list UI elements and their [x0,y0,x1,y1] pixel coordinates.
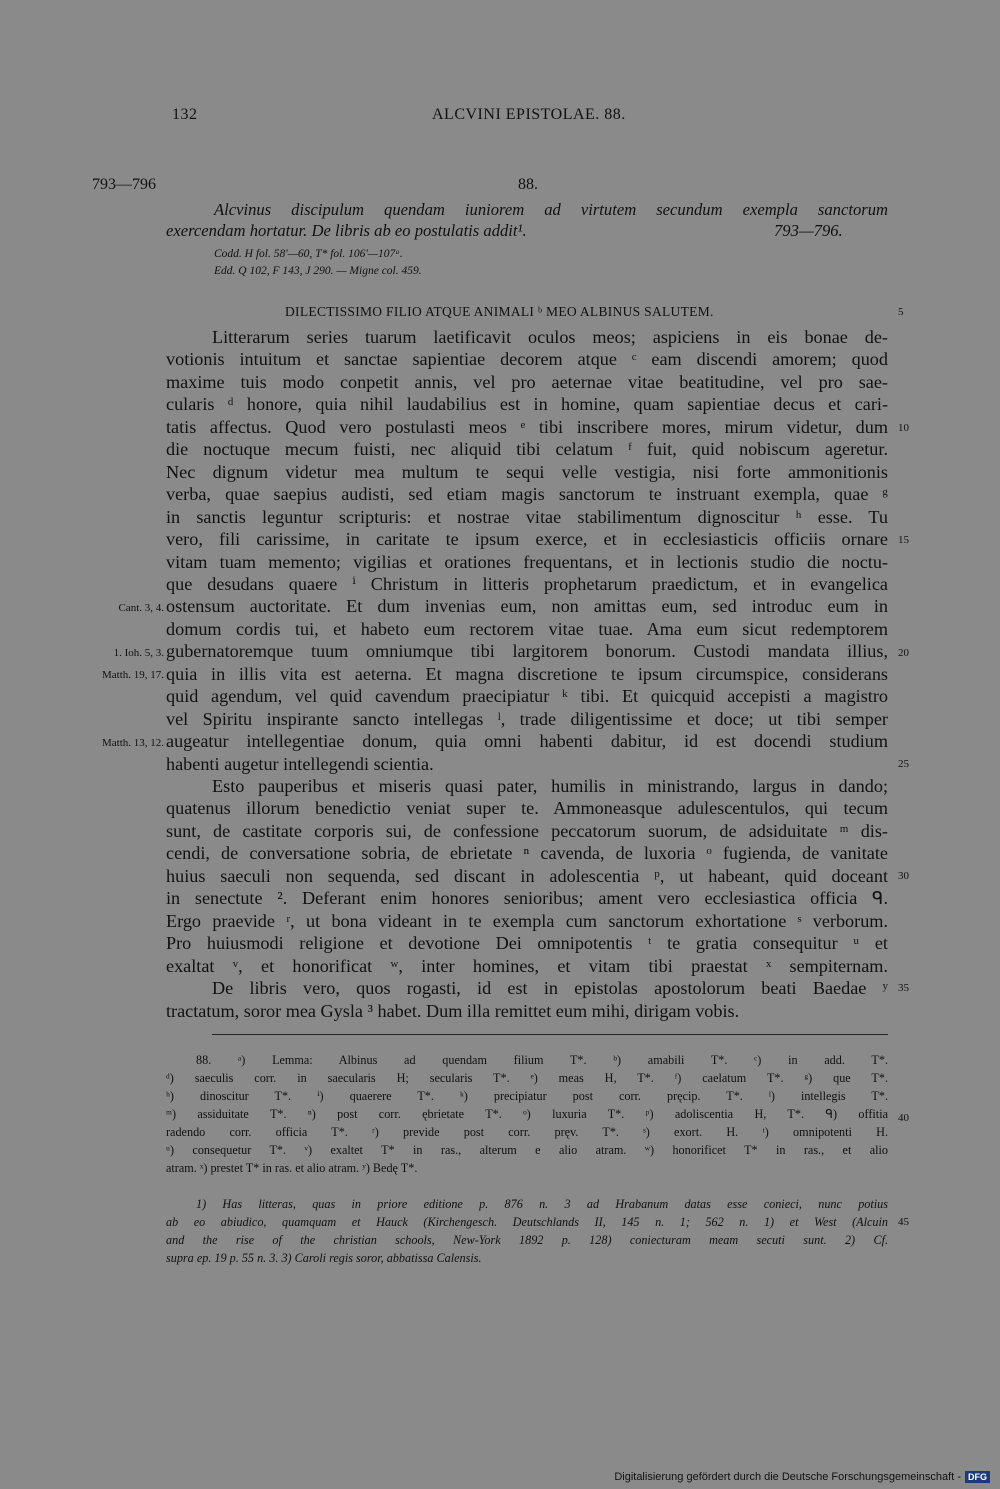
line-number: 30 [898,870,909,882]
line-number: 15 [898,534,909,546]
text-line: tractatum, soror mea Gysla ³ habet. Dum illa remittet eum mihi, dirigam vobis. [166,1001,740,1021]
apparatus-line: 88. ᵃ) Lemma: Albinus ad quendam filium T*. ᵇ) amabili T*. ᶜ) in add. T*. [196,1053,888,1067]
footnote-line: 1) Has litteras, quas in priore editione p. 876 n. 3 ad Hrabanum datas esse conieci, nunc potius [196,1197,888,1211]
text-line: votionis intuitum et sanctae sapientiae decorem atque ᶜ eam discendi amorem; quod [166,349,888,369]
line-number: 5 [898,306,904,318]
text-line: maxime tuis modo conpetit annis, vel pro aeternae vitae beatitudine, vel pro sae- [166,372,888,392]
text-line: que desudans quaere ⁱ Christum in litteris prophetarum praedictum, et in evangelica [166,574,888,594]
dfg-logo: DFG [965,1471,990,1483]
text-line: huius saeculi non sequenda, sed discant in adolescentia ᵖ, ut habeant, quid doceant [166,866,888,886]
text-line: exaltat ᵛ, et honorificat ʷ, inter homines, et vitam tibi praestat ˣ sempiternam. [166,956,888,976]
letter-number: 88. [518,176,538,193]
text-line: quia in illis vita est aeterna. Et magna discretione te ipsum circumspice, considerans [166,664,888,684]
text-line: Ergo praevide ʳ, ut bona videant in te exempla cum sanctorum exhortatione ˢ verborum. [166,911,888,931]
text-line: habenti augetur intellegendi scientia. [166,754,434,774]
text-line: domum cordis tui, et habeto eum rectorem vitae tuae. Ama eum sicut redemptorem [166,619,888,639]
line-number: 40 [898,1112,909,1124]
text-line: Esto pauperibus et miseris quasi pater, humilis in ministrando, largus in dando; [212,776,888,796]
footnote-line: and the rise of the christian schools, New-York 1892 p. 128) coniecturam meam secuti sunt. 2) Cf. [166,1233,888,1247]
text-line: quatenus illorum benedictio veniat super te. Ammoneasque adulescentulos, qui tecum [166,798,888,818]
line-number: 20 [898,647,909,659]
apparatus-line: atram. ˣ) prestet T* in ras. et alio atram. ʸ) Bedę T*. [166,1161,418,1175]
text-line: verba, quae saepius audisti, sed etiam magis sanctorum te instruant exempla, quae ᵍ [166,484,888,504]
text-line: gubernatoremque tuum omniumque tibi largitorem bonorum. Custodi mandata illius, [166,641,888,661]
summary-date: 793—796. [774,221,843,240]
line-number: 10 [898,422,909,434]
margin-reference: 1. Ioh. 5, 3. [113,647,164,659]
text-line: vel Spiritu inspirante sancto intellegas ˡ, trade diligentissime et doce; ut tibi semper [166,709,888,729]
text-line: Nec dignum videtur mea multum te sequi velle vestigia, nisi forte ammonitionis [166,462,888,482]
running-title: ALCVINI EPISTOLAE. 88. [432,106,626,123]
text-line: vero, fili carissime, in caritate te ipsum exerce, et in ecclesiasticis officiis ornare [166,529,888,549]
codices: Codd. H fol. 58'—60, T* fol. 106'—107ᵃ. [214,248,403,260]
line-number: 35 [898,982,909,994]
apparatus-line: ʰ) dinoscitur T*. ⁱ) quaerere T*. ᵏ) precipiatur post corr. pręcip. T*. ˡ) intellegis T*. [166,1089,888,1103]
line-number: 25 [898,758,909,770]
summary-line-1: Alcvinus discipulum quendam iuniorem ad virtutem secundum exempla sanctorum [214,200,888,219]
salutation: DILECTISSIMO FILIO ATQUE ANIMALI ᵇ MEO ALBINUS SALUTEM. [285,304,714,319]
apparatus-line: ᵈ) saeculis corr. in saecularis H; secularis T*. ᵉ) meas H, T*. ᶠ) caelatum T*. ᵍ) que T*. [166,1071,888,1085]
text-line: augeatur intellegentiae donum, quia omni habenti dabitur, id est docendi studium [166,731,888,751]
text-line: Pro huiusmodi religione et devotione Dei omnipotentis ᵗ te gratia consequitur ᵘ et [166,933,888,953]
letter-date-left: 793—796 [92,176,156,193]
apparatus-line: radendo corr. officia T*. ʳ) previde post corr. pręv. T*. ˢ) exort. H. ᵗ) omnipotenti H. [166,1125,888,1139]
text-line: quid agendum, vel quid cavendum praecipiatur ᵏ tibi. Et quicquid accepisti a magistro [166,686,888,706]
text-line: in senectute ². Deferant enim honores senioribus; ament vero ecclesiastica officia ᑫ. [166,888,888,908]
line-number: 45 [898,1216,909,1228]
text-line: sunt, de castitate corporis sui, de confessione peccatorum suorum, de adsiduitate ᵐ dis- [166,821,888,841]
page-number: 132 [172,106,198,123]
text-line: cularis ᵈ honore, quia nihil laudabilius est in homine, quam sapientiae decus et cari- [166,394,888,414]
text-line: De libris vero, quos rogasti, id est in epistolas apostolorum beati Baedae ʸ [212,978,888,998]
text-line: cendi, de conversatione sobria, de ebrietate ⁿ cavenda, de luxoria ᵒ fugienda, de vanitate [166,843,888,863]
text-line: ostensum auctoritate. Et dum invenias eum, non amittas eum, sed introduc eum in [166,596,888,616]
text-line: tatis affectus. Quod vero postulasti meos ᵉ tibi inscribere mores, mirum videtur, dum [166,417,888,437]
footnote-rule [212,1034,888,1035]
margin-reference: Matth. 19, 17. [101,669,164,681]
apparatus-line: ᵐ) assiduitate T*. ⁿ) post corr. ębrietate T*. ᵒ) luxuria T*. ᵖ) adoliscentia H, T*. ᑫ) offitia [166,1107,888,1121]
margin-reference: Cant. 3, 4. [118,602,164,614]
summary-line-2: exercendam hortatur. De libris ab eo postulatis addit¹. [166,221,527,240]
footnote-line: ab eo abiudico, quamquam et Hauck (Kirchengesch. Deutschlands II, 145 n. 1; 562 n. 1) et West (Alcuin [166,1215,888,1229]
text-line: Litterarum series tuarum laetificavit oculos meos; aspiciens in eis bonae de- [212,327,888,347]
text-line: in sanctis leguntur scripturis: et nostrae vitae stabilimentum dignoscitur ʰ esse. Tu [166,507,888,527]
footer [614,1471,990,1483]
text-line: die noctuque mecum fuisti, nec aliquid tibi celatum ᶠ fuit, quid nobiscum ageretur. [166,439,888,459]
text-line: vitam tuam memento; vigilias et orationes frequentans, et in lectionis studio die noctu- [166,552,888,572]
footer-text: Digitalisierung gefördert durch die Deutsche Forschungsgemeinschaft - [614,1471,961,1483]
footnote-line: supra ep. 19 p. 55 n. 3. 3) Caroli regis soror, abbatissa Calensis. [166,1251,482,1265]
margin-reference: Matth. 13, 12. [101,737,164,749]
editions: Edd. Q 102, F 143, J 290. — Migne col. 459. [214,265,422,277]
apparatus-line: ᵘ) consequetur T*. ᵛ) exaltet T* in ras., alterum e alio atram. ʷ) honorificet T* in ras., et alio [166,1143,888,1157]
